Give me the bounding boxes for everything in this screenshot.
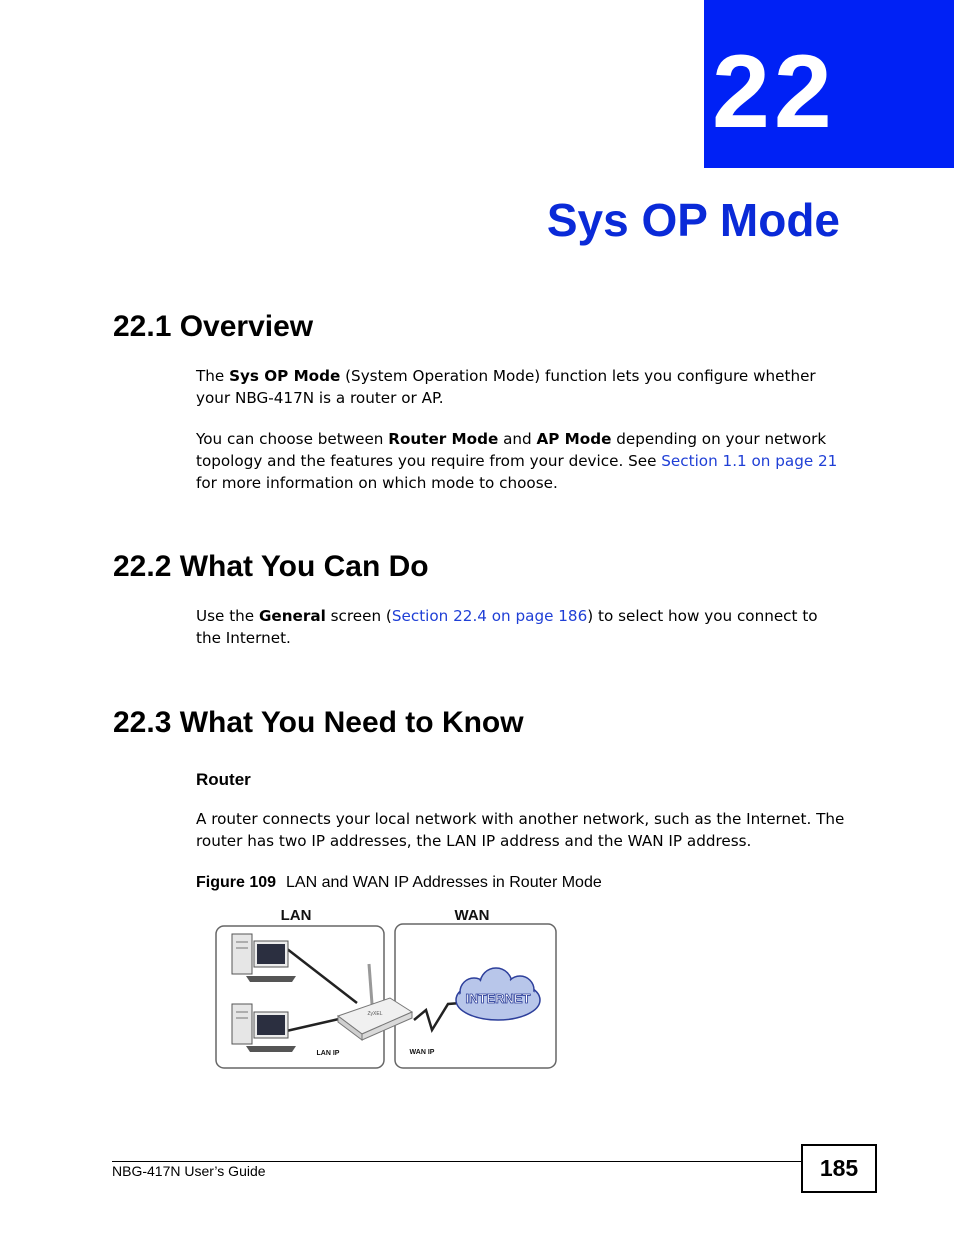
figure-label: Figure 109 <box>196 874 277 891</box>
text: You can choose between <box>196 430 389 448</box>
overview-paragraph-1 <box>196 365 846 409</box>
section-heading-what-you-can-do: 22.2 What You Can Do <box>113 550 429 583</box>
text: depending on your network topology and the features you require from your device. See <box>196 430 827 470</box>
text: Use the <box>196 607 259 625</box>
bold-term: Sys OP Mode <box>229 367 341 385</box>
router-brand: ZyXEL <box>367 1011 383 1017</box>
chapter-title: Sys OP Mode <box>546 194 840 246</box>
bold-term: AP Mode <box>536 430 612 448</box>
cloud-label: INTERNET <box>465 991 531 1006</box>
text: ) to select how you connect to the Internet. <box>196 607 818 647</box>
section-heading-what-you-need-to-know: 22.3 What You Need to Know <box>113 706 524 739</box>
chapter-number: 22 <box>712 34 836 150</box>
section-heading-overview: 22.1 Overview <box>113 310 314 343</box>
lan-wan-diagram <box>212 900 562 1072</box>
router-paragraph: A router connects your local network with another network, such as the Internet. The router has two IP addresses, the LAN IP address and the WAN IP address. <box>196 810 845 850</box>
text: (System Operation Mode) function lets you configure whether your NBG-417N is a router or AP. <box>196 367 816 407</box>
footer-guide-title: NBG-417N User’s Guide <box>112 1163 266 1179</box>
text: for more information on which mode to choose. <box>196 474 558 492</box>
bold-term: Router Mode <box>388 430 499 448</box>
lan-label: LAN <box>280 907 312 924</box>
section-link[interactable]: Section 22.4 on page 186 <box>391 607 588 625</box>
wan-ip-label: WAN IP <box>409 1049 435 1056</box>
what-you-can-do-paragraph <box>196 605 846 649</box>
text: and <box>498 430 537 448</box>
lan-ip-label: LAN IP <box>316 1050 340 1057</box>
section-link[interactable]: Section 1.1 on page 21 <box>661 452 838 470</box>
figure-caption <box>196 872 602 894</box>
page-number: 185 <box>801 1144 877 1193</box>
wan-label: WAN <box>454 907 490 924</box>
figure-caption-text: LAN and WAN IP Addresses in Router Mode <box>286 874 602 891</box>
overview-paragraph-2 <box>196 428 846 494</box>
text: The <box>196 367 230 385</box>
subheading-router: Router <box>196 770 251 789</box>
text: screen ( <box>325 607 392 625</box>
bold-term: General <box>258 607 326 625</box>
